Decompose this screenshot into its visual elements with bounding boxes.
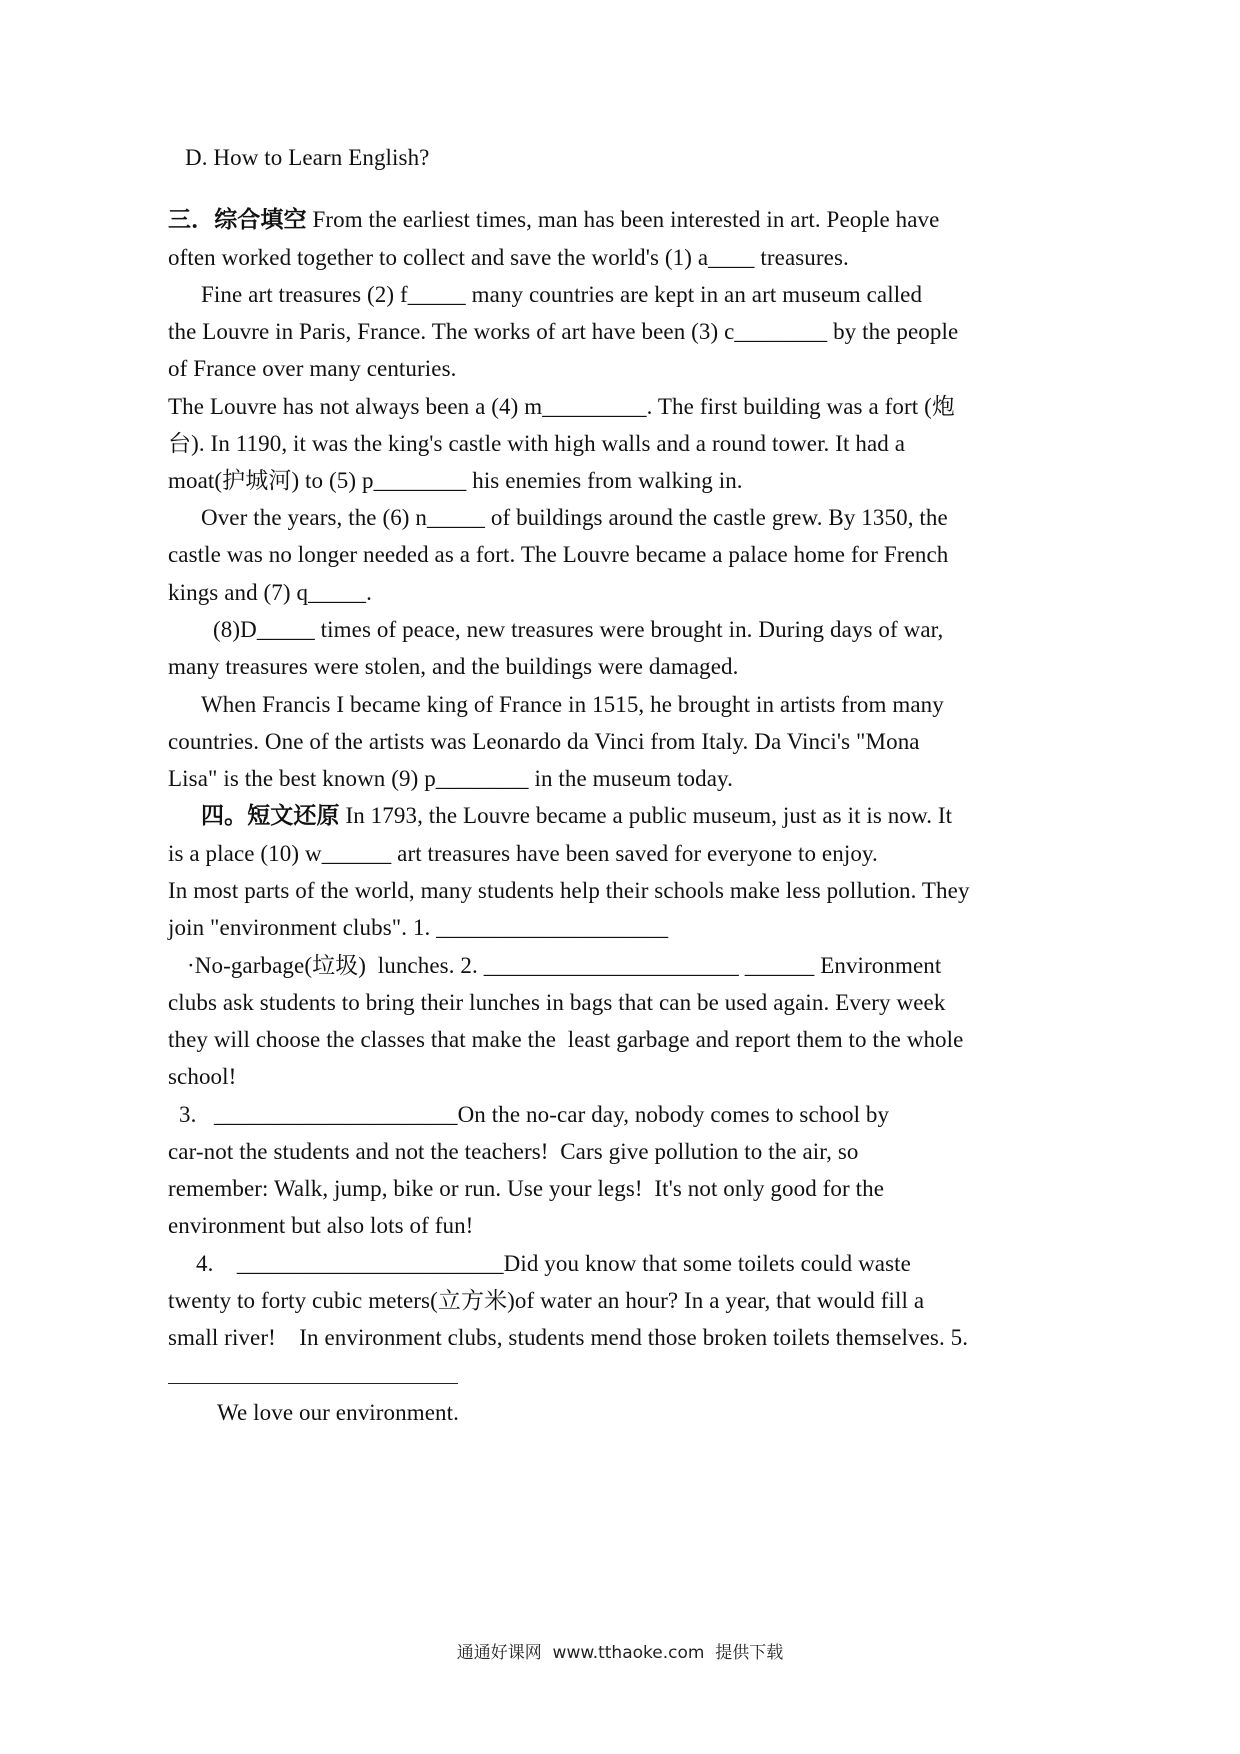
section4-first-line xyxy=(201,802,952,830)
text-line: twenty to forty cubic meters(立方米)of water an hour? In a year, that would fill a xyxy=(168,1288,925,1313)
text-line: environment but also lots of fun! xyxy=(168,1213,474,1238)
text-line: often worked together to collect and save the world's (1) a____ treasures. xyxy=(168,245,849,270)
text-line: many treasures were stolen, and the buildings were damaged. xyxy=(168,654,739,679)
text-line: Fine art treasures (2) f_____ many countries are kept in an art museum called xyxy=(201,282,923,307)
text-line: of France over many centuries. xyxy=(168,356,457,381)
text-line: ·No-garbage(垃圾) lunches. 2. ______________________ ______ Environment xyxy=(187,953,942,978)
text-line: kings and (7) q_____. xyxy=(168,580,372,605)
text-line: 台). In 1190, it was the king's castle with high walls and a round tower. It had a xyxy=(168,431,906,456)
text-line: The Louvre has not always been a (4) m_________. The first building was a fort (炮 xyxy=(168,394,955,419)
text-line: Over the years, the (6) n_____ of buildings around the castle grew. By 1350, the xyxy=(201,505,948,530)
footer-source: 通通好课网 www.tthaoke.com 提供下载 xyxy=(456,1643,784,1663)
section3-heading: 三．综合填空 xyxy=(168,207,307,233)
section3-first-line xyxy=(168,206,939,234)
text-line: is a place (10) w______ art treasures have been saved for everyone to enjoy. xyxy=(168,841,878,866)
text-line: remember: Walk, jump, bike or run. Use your legs! It's not only good for the xyxy=(168,1176,885,1201)
text-line: clubs ask students to bring their lunches in bags that can be used again. Every week xyxy=(168,990,946,1015)
text-line: car-not the students and not the teachers! Cars give pollution to the air, so xyxy=(168,1139,859,1164)
text-line: Lisa" is the best known (9) p________ in the museum today. xyxy=(168,766,733,791)
text-line: 4. _______________________Did you know that some toilets could waste xyxy=(196,1251,911,1276)
text-line: 3. _____________________On the no-car day, nobody comes to school by xyxy=(179,1102,890,1127)
text-line: they will choose the classes that make the least garbage and report them to the whole xyxy=(168,1027,964,1052)
text-line: (8)D_____ times of peace, new treasures were brought in. During days of war, xyxy=(213,617,944,642)
text-line: In 1793, the Louvre became a public museum, just as it is now. It xyxy=(339,803,953,828)
text-line: When Francis I became king of France in 1515, he brought in artists from many xyxy=(201,692,944,717)
text-line: school! xyxy=(168,1064,237,1089)
text-line: castle was no longer needed as a fort. The Louvre became a palace home for French xyxy=(168,542,949,567)
text-line: In most parts of the world, many students help their schools make less pollution. They xyxy=(168,878,970,903)
text-line: join "environment clubs". 1. ____________________ xyxy=(168,915,669,940)
text-line: countries. One of the artists was Leonardo da Vinci from Italy. Da Vinci's "Mona xyxy=(168,729,920,754)
text-line: small river! In environment clubs, students mend those broken toilets themselves. 5. xyxy=(168,1325,969,1350)
text-line: From the earliest times, man has been interested in art. People have xyxy=(306,207,940,232)
section4-heading: 四。短文还原 xyxy=(201,803,340,829)
answer-blank-line xyxy=(168,1383,458,1384)
text-line: We love our environment. xyxy=(217,1400,459,1425)
option-d: D. How to Learn English? xyxy=(185,145,430,170)
text-line: moat(护城河) to (5) p________ his enemies from walking in. xyxy=(168,468,743,493)
text-line: the Louvre in Paris, France. The works of art have been (3) c________ by the people xyxy=(168,319,959,344)
